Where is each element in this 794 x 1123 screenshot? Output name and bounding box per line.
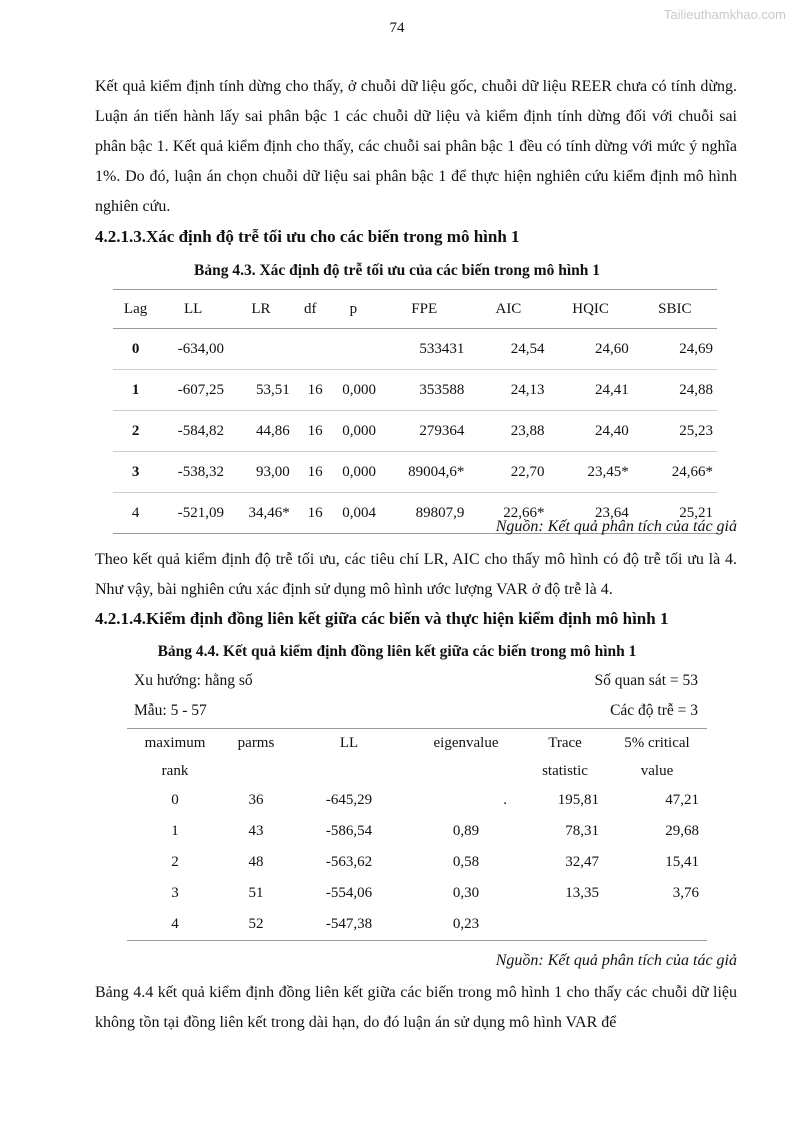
section-heading-4-2-1-4: 4.2.1.4.Kiểm định đồng liên kết giữa các biến và thực hiện kiểm định mô hình 1 [95, 609, 669, 628]
header-maximum: maximum [127, 729, 223, 758]
fpe-cell: 353588 [380, 370, 468, 411]
ll-cell: -634,00 [158, 329, 228, 370]
hqic-cell: 24,60 [548, 329, 632, 370]
eigenvalue-cell: . [503, 792, 507, 808]
hqic-cell: 23,64 [548, 493, 632, 534]
parms-cell: 36 [248, 792, 264, 808]
rank-cell: 3 [171, 885, 179, 901]
table-header-row [113, 290, 717, 329]
header-hqic: HQIC [548, 290, 632, 329]
sbic-cell: 25,23 [633, 411, 717, 452]
table-header-row [127, 757, 707, 785]
header-statistic: statistic [542, 762, 588, 779]
header-eigenvalue: eigenvalue [409, 729, 523, 758]
aic-cell: 23,88 [468, 411, 548, 452]
table-4-3-source: Nguồn: Kết quả phân tích của tác giả [495, 518, 737, 535]
eigenvalue-cell: 0,58 [452, 854, 480, 870]
lr-cell: 53,51 [228, 370, 294, 411]
lag-cell: 0 [113, 329, 158, 370]
header-df: df [294, 290, 327, 329]
p-cell: 0,004 [327, 493, 380, 534]
header-rank: rank [161, 762, 189, 779]
ll-cell: -586,54 [325, 823, 373, 839]
sbic-cell: 24,88 [633, 370, 717, 411]
p-cell: 0,000 [327, 370, 380, 411]
fpe-cell: 89807,9 [380, 493, 468, 534]
table-row [113, 411, 717, 452]
critical-cell: 15,41 [665, 854, 699, 870]
parms-cell: 48 [248, 854, 264, 870]
fpe-cell: 89004,6* [380, 452, 468, 493]
fpe-cell: 533431 [380, 329, 468, 370]
watermark: Tailieuthamkhao.com [663, 7, 786, 22]
parms-cell: 52 [223, 909, 289, 941]
rank-cell: 4 [127, 909, 223, 941]
p-cell: 0,000 [327, 411, 380, 452]
page-number: 74 [389, 20, 405, 36]
header-value: value [640, 762, 674, 779]
table-row [127, 847, 707, 878]
table-row [113, 452, 717, 493]
rank-cell: 2 [171, 854, 179, 870]
df-cell: 16 [294, 493, 327, 534]
parms-cell: 43 [248, 823, 264, 839]
df-cell [294, 329, 327, 370]
table-header-row [127, 729, 707, 758]
header-sbic: SBIC [633, 290, 717, 329]
trace-cell: 78,31 [565, 823, 599, 839]
header-ll: LL [289, 729, 409, 758]
lag-cell: 3 [113, 452, 158, 493]
lag-selection-table [113, 289, 717, 534]
header-lag: Lag [113, 290, 158, 329]
trace-cell: 195,81 [557, 792, 599, 808]
cointegration-table [127, 728, 707, 941]
df-cell: 16 [294, 452, 327, 493]
ll-cell: -538,32 [158, 452, 228, 493]
rank-cell: 1 [171, 823, 179, 839]
ll-cell: -645,29 [325, 792, 373, 808]
critical-cell: 29,68 [665, 823, 699, 839]
trace-cell [523, 909, 607, 941]
df-cell: 16 [294, 370, 327, 411]
header-trace: Trace [523, 729, 607, 758]
critical-cell: 47,21 [665, 792, 699, 808]
lr-cell: 34,46* [228, 493, 294, 534]
df-cell: 16 [294, 411, 327, 452]
lr-cell: 44,86 [228, 411, 294, 452]
section-heading-4-2-1-3: 4.2.1.3.Xác định độ trễ tối ưu cho các biến trong mô hình 1 [95, 227, 520, 246]
header-blank [289, 757, 409, 785]
observations-label: Số quan sát = 53 [594, 672, 698, 689]
eigenvalue-cell: 0,23 [409, 909, 523, 941]
lag-result-paragraph: Theo kết quả kiểm định độ trễ tối ưu, các tiêu chí LR, AIC cho thấy mô hình có độ trễ tối ưu là 4. Như vậy, bài nghiên cứu xác định sử dụng mô hình ước lượng VAR ở độ trễ là 4. [95, 551, 737, 598]
table-row [127, 909, 707, 941]
table-row [113, 370, 717, 411]
sbic-cell: 24,66* [633, 452, 717, 493]
critical-cell [607, 909, 707, 941]
ll-cell: -547,38 [289, 909, 409, 941]
critical-cell: 3,76 [672, 885, 699, 901]
eigenvalue-cell: 0,89 [452, 823, 480, 839]
ll-cell: -521,09 [158, 493, 228, 534]
aic-cell: 22,66* [468, 493, 548, 534]
rank-cell: 0 [171, 792, 179, 808]
sbic-cell: 25,21 [633, 493, 717, 534]
ll-cell: -554,06 [325, 885, 373, 901]
sample-label: Mẫu: 5 - 57 [134, 702, 207, 719]
parms-cell: 51 [248, 885, 264, 901]
table-row [113, 329, 717, 370]
lr-cell [228, 329, 294, 370]
table-4-4-source: Nguồn: Kết quả phân tích của tác giả [495, 952, 737, 969]
aic-cell: 22,70 [468, 452, 548, 493]
p-cell: 0,000 [327, 452, 380, 493]
header-blank [223, 757, 289, 785]
trace-cell: 32,47 [565, 854, 599, 870]
trace-cell: 13,35 [565, 885, 599, 901]
sbic-cell: 24,69 [633, 329, 717, 370]
table-4-3-caption: Bảng 4.3. Xác định độ trễ tối ưu của các biến trong mô hình 1 [193, 262, 601, 279]
hqic-cell: 24,40 [548, 411, 632, 452]
fpe-cell: 279364 [380, 411, 468, 452]
table-row [127, 816, 707, 847]
header-ll: LL [158, 290, 228, 329]
header-lr: LR [228, 290, 294, 329]
coint-result-paragraph: Bảng 4.4 kết quả kiểm định đồng liên kết giữa các biến trong mô hình 1 cho thấy các chuỗi dữ liệu không tồn tại đồng liên kết trong dài hạn, do đó luận án sử dụng mô hình VAR để [95, 984, 737, 1031]
intro-paragraph: Kết quả kiểm định tính dừng cho thấy, ở chuỗi dữ liệu gốc, chuỗi dữ liệu REER chưa có tính dừng. Luận án tiến hành lấy sai phân bậc 1 các chuỗi dữ liệu và kiểm định tính dừng đối với chuỗi sai phân bậc 1. Kết quả kiểm định cho thấy, các chuỗi sai phân bậc 1 đều có tính dừng với mức ý nghĩa 1%. Do đó, luận án chọn chuỗi dữ liệu sai phân bậc 1 để thực hiện nghiên cứu kiểm định mô hình nghiên cứu. [95, 78, 737, 215]
lags-label: Các độ trễ = 3 [610, 702, 698, 719]
table-row [127, 785, 707, 816]
table-4-4-caption: Bảng 4.4. Kết quả kiểm định đồng liên kết giữa các biến trong mô hình 1 [157, 643, 637, 660]
ll-cell: -563,62 [325, 854, 373, 870]
header-blank [409, 757, 523, 785]
lag-cell: 2 [113, 411, 158, 452]
ll-cell: -584,82 [158, 411, 228, 452]
trend-label: Xu hướng: hằng số [134, 672, 253, 689]
hqic-cell: 23,45* [548, 452, 632, 493]
table-row [127, 878, 707, 909]
header-parms: parms [223, 729, 289, 758]
lag-cell: 1 [113, 370, 158, 411]
header-aic: AIC [468, 290, 548, 329]
eigenvalue-cell: 0,30 [452, 885, 480, 901]
aic-cell: 24,54 [468, 329, 548, 370]
header-fpe: FPE [380, 290, 468, 329]
lr-cell: 93,00 [228, 452, 294, 493]
p-cell [327, 329, 380, 370]
lag-cell: 4 [113, 493, 158, 534]
aic-cell: 24,13 [468, 370, 548, 411]
header-p: p [327, 290, 380, 329]
ll-cell: -607,25 [158, 370, 228, 411]
hqic-cell: 24,41 [548, 370, 632, 411]
header-critical: 5% critical [607, 729, 707, 758]
